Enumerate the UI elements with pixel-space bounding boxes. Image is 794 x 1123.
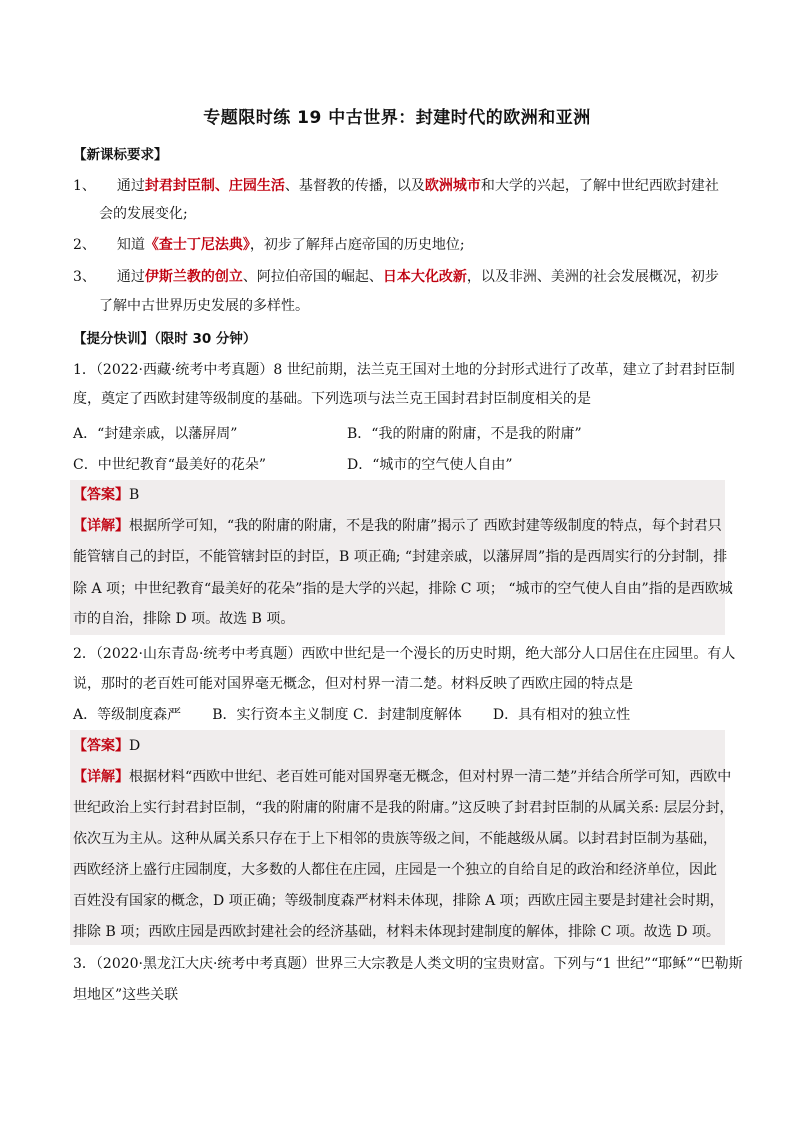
requirement-1-continued: 会的发展变化; <box>99 206 188 222</box>
detail-q2-line6: 排除 B 项；西欧庄园是西欧封建社会的经济基础，材料未体现封建制度的解体，排除 C 项。故选 D 项。 <box>73 924 720 940</box>
detail-label: 【详解】 <box>73 769 129 785</box>
detail-q2-line1 <box>73 768 731 786</box>
answer-value: B <box>129 487 140 503</box>
req-text: 、基督教的传播，以及 <box>284 178 425 194</box>
question-1-text-continued: 度，奠定了西欧封建等级制度的基础。下列选项与法兰克王国封君封臣制度相关的是 <box>73 391 591 407</box>
option-b: B．“我的附庸的附庸，不是我的附庸” <box>347 426 582 442</box>
detail-q1-line3: 除 A 项；中世纪教育“最美好的花朵”指的是大学的兴起，排除 C 项； “城市的空气使人自由”指的是西欧城 <box>73 581 733 597</box>
question-1-text: 1．（2022·西藏·统考中考真题）8 世纪前期，法兰克王国对土地的分封形式进行了改革，建立了封君封臣制 <box>73 362 735 378</box>
detail-label: 【详解】 <box>73 518 129 534</box>
req-text: 通过 <box>116 269 145 285</box>
highlight-text: 封君封臣制、庄园生活 <box>144 178 285 194</box>
highlight-text: 《查士丁尼法典》 <box>144 237 250 253</box>
highlight-text: 欧洲城市 <box>424 178 481 194</box>
req-text: 知道 <box>116 237 145 253</box>
highlight-text: 日本大化改新 <box>382 269 467 285</box>
detail-q2-line4: 西欧经济上盛行庄园制度，大多数的人都住在庄园，庄园是一个独立的自给自足的政治和经济单位，因此 <box>73 862 717 878</box>
answer-q2 <box>73 737 140 755</box>
option-d: D．“城市的空气使人自由” <box>347 457 513 473</box>
requirement-2 <box>73 236 465 254</box>
answer-label: 【答案】 <box>73 487 129 503</box>
req-number: 1、 <box>73 178 96 194</box>
page-title: 专题限时练 19 中古世界：封建时代的欧洲和亚洲 <box>203 108 591 128</box>
option-c: C．中世纪教育“最美好的花朵” <box>73 457 267 473</box>
answer-q1 <box>73 486 139 504</box>
detail-text: 根据材料“西欧中世纪、老百姓可能对国界毫无概念，但对村界一清二楚”并结合所学可知，西欧中 <box>129 769 732 785</box>
detail-q2-line3: 依次互为主从。这种从属关系只存在于上下相邻的贵族等级之间，不能越级从属。以封君封臣制为基础， <box>73 831 717 847</box>
req-text: 通过 <box>116 178 145 194</box>
answer-value: D <box>129 738 141 754</box>
detail-q1-line1 <box>73 517 722 535</box>
question-2-text-continued: 说，那时的老百姓可能对国界毫无概念，但对村界一清二楚。材料反映了西欧庄园的特点是 <box>73 676 633 692</box>
detail-text: 根据所学可知，“我的附庸的附庸，不是我的附庸”揭示了 西欧封建等级制度的特点，每个封君只 <box>129 518 722 534</box>
req-text: 和大学的兴起，了解中世纪西欧封建社 <box>480 178 719 194</box>
req-text: 、阿拉伯帝国的崛起、 <box>242 269 383 285</box>
requirement-3 <box>73 268 719 286</box>
requirement-1 <box>73 177 719 195</box>
detail-q2-line2: 世纪政治上实行封君封臣制，“我的附庸的附庸不是我的附庸。”这反映了封君封臣制的从属关系: 层层分封， <box>73 800 734 816</box>
highlight-text: 伊斯兰教的创立 <box>144 269 243 285</box>
question-2-options: A．等级制度森严 B．实行资本主义制度 C．封建制度解体 D．具有相对的独立性 <box>73 707 631 723</box>
requirement-3-continued: 了解中古世界历史发展的多样性。 <box>99 298 309 314</box>
req-text: ，以及非洲、美洲的社会发展概况，初步 <box>466 269 719 285</box>
section-heading-requirements: 【新课标要求】 <box>73 147 168 163</box>
detail-q2-line5: 百姓没有国家的概念，D 项正确；等级制度森严材料未体现，排除 A 项；西欧庄园主要是封建社会时期， <box>73 893 724 909</box>
detail-q1-line2: 能管辖自己的封臣，不能管辖封臣的封臣，B 项正确; “封建亲戚，以藩屏周”指的是西周实行的分封制，排 <box>73 549 728 565</box>
option-a: A．“封建亲戚，以藩屏周” <box>73 426 238 442</box>
answer-label: 【答案】 <box>73 738 129 754</box>
req-number: 3、 <box>73 269 96 285</box>
question-3-text: 3．（2020·黑龙江大庆·统考中考真题）世界三大宗教是人类文明的宝贵财富。下列与“1 世纪”“耶稣”“巴勒斯 <box>73 956 743 972</box>
req-text: ，初步了解拜占庭帝国的历史地位; <box>249 237 465 253</box>
section-heading-practice: 【提分快训】（限时 30 分钟） <box>73 331 257 347</box>
question-2-text: 2．（2022·山东青岛·统考中考真题）西欧中世纪是一个漫长的历史时期，绝大部分人口居住在庄园里。有人 <box>73 646 736 662</box>
detail-q1-line4: 市的自治，排除 D 项。故选 B 项。 <box>73 611 295 627</box>
question-3-text-continued: 坦地区”这些关联 <box>73 987 179 1003</box>
req-number: 2、 <box>73 237 96 253</box>
